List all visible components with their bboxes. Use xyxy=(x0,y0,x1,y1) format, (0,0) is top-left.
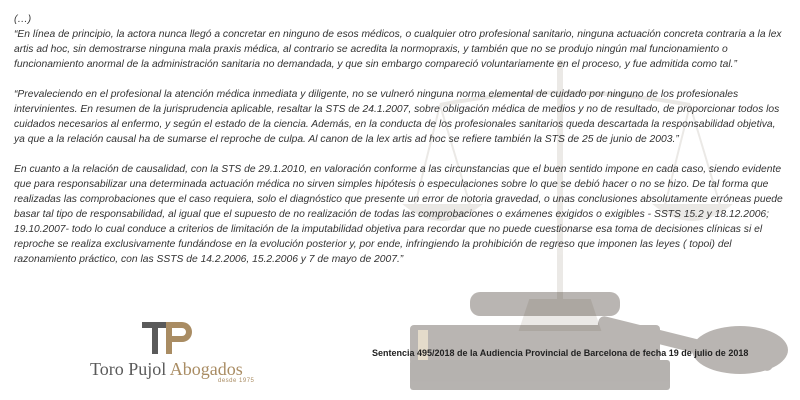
ellipsis-marker: (…) xyxy=(14,14,32,25)
firm-monogram-logo xyxy=(142,322,194,354)
firm-name-second: Abogados xyxy=(169,359,243,379)
judgment-excerpt xyxy=(14,12,786,282)
quote-paragraph-1: “En línea de principio, la actora nunca llegó a concretar en ninguno de esos médicos, o cualquier otro profesional sanitario, ninguna actuación concreta contraria a la lex artis ad hoc, sin demostrarse ninguna mala praxis médica, al contrario se acredita la normopraxis, y también que no se produjo ningún mal funcionamiento o funcionamiento anormal de la administración sanitaria no demandada, y que sin embargo compareció voluntariamente en el proceso, y fue admitida como tal.” xyxy=(14,29,782,70)
quote-paragraph-3: En cuanto a la relación de causalidad, con la STS de 29.1.2010, en valoración conforme a las circunstancias que el buen sentido impone en cada caso, siendo evidente que para responsabilizar una determinada actuación médica no sirven simples hipótesis o especulaciones sobre lo que se debió hacer o no se hizo. De tal forma que realizadas las comprobaciones que el caso requiera, solo el diagnóstico que presente un error de notoria gravedad, o unas conclusiones absolutamente erróneas puede basar tal tipo de responsabilidad, al igual que el supuesto de no realización de todas las comprobaciones o exámenes exigidos o exigibles - SSTS 15.2 y 18.12.2006; 19.10.2007- todo lo cual conduce a criterios de limitación de la imputabilidad objetiva para recordar que no puede cuestionarse esa toma de decisiones clínicas si el reproche se realiza exclusivamente fundándose en la evolución posterior y, por ende, infringiendo la prohibición de regreso que imponen las leyes ( topoi) del razonamiento práctico, con las SSTS de 14.2.2006, 15.2.2006 y 7 de mayo de 2007.” xyxy=(14,164,783,265)
source-citation: Sentencia 495/2018 de la Audiencia Provincial de Barcelona de fecha 19 de julio de 2018 xyxy=(372,348,749,358)
firm-since: desde 1975 xyxy=(218,378,255,384)
firm-name xyxy=(90,359,243,380)
quote-paragraph-2: “Prevaleciendo en el profesional la atención médica inmediata y diligente, no se vulneró ninguna norma elemental de cuidado por ninguno de los profesionales intervinientes. En resumen de la jurisprudencia aplicable, resaltar la STS de 24.1.2007, sobre obligación médica de medios y no de resultado, de proporcionar todos los cuidados necesarios al enfermo, y según el estado de la ciencia. Además, en la conducta de los profesionales sanitarios queda descartada la responsabilidad objetiva, ya que a la relación causal ha de sumarse el reproche de culpa. Al canon de la lex artis ad hoc se refiere también la STS de 25 de junio de 2003.” xyxy=(14,89,780,145)
firm-name-first: Toro Pujol xyxy=(90,359,167,379)
